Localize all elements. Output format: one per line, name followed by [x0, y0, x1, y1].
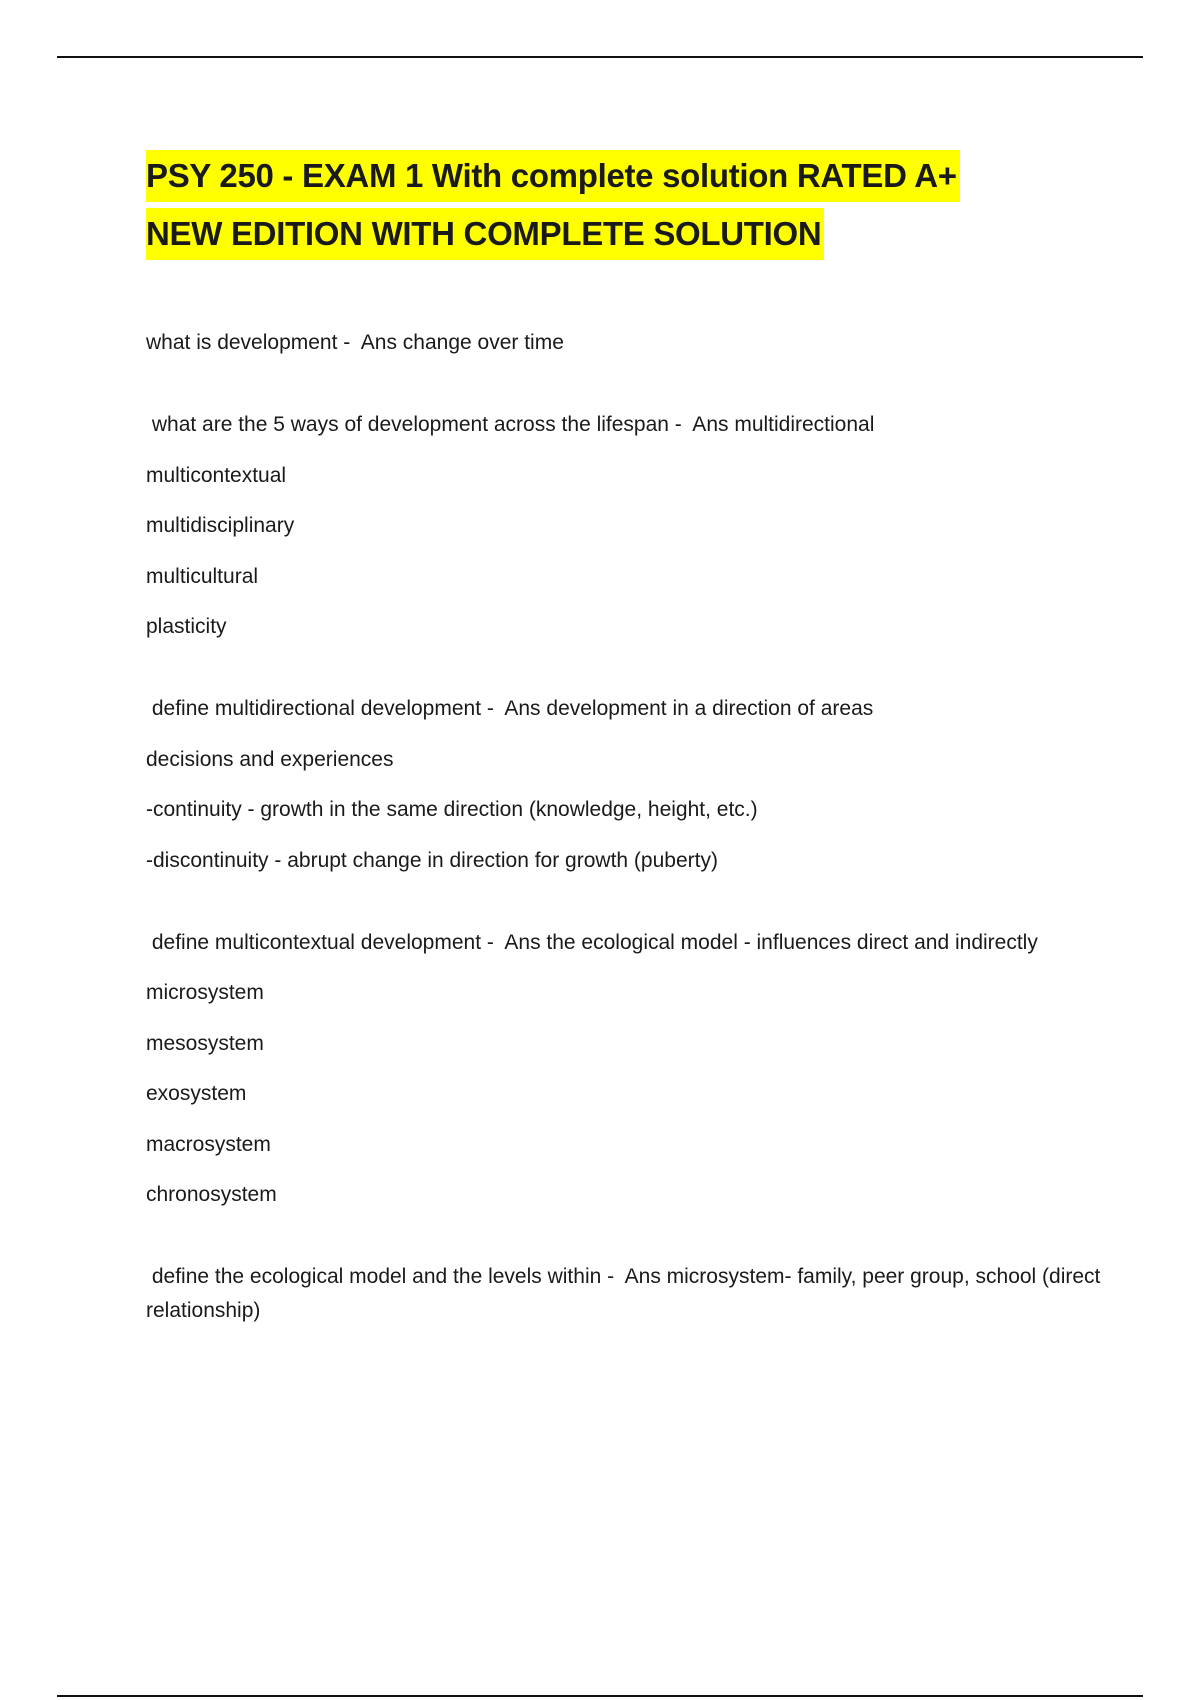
answer-line: chronosystem — [146, 1183, 277, 1206]
question-line: define the ecological model and the levels within - Ans microsystem- family, peer group, school (direct relationship) — [146, 1265, 1107, 1322]
question-line: define multidirectional development - Ans development in a direction of areas — [146, 697, 874, 720]
answer-line: multicontextual — [146, 463, 287, 487]
top-rule — [57, 56, 1143, 58]
question-line: what are the 5 ways of development across the lifespan - Ans multidirectional — [146, 413, 875, 436]
answer-line: multicultural — [146, 564, 259, 588]
qa-item-4 — [146, 926, 1106, 1213]
bottom-rule — [57, 1695, 1143, 1697]
document-body — [146, 148, 1106, 1328]
answer-line: mesosystem — [146, 1031, 264, 1055]
qa-item-1 — [146, 326, 1106, 360]
answer-line: plasticity — [146, 615, 227, 638]
document-title — [146, 148, 1106, 264]
answer-line: decisions and experiences — [146, 747, 394, 771]
answer-line: -continuity - growth in the same direction (knowledge, height, etc.) — [146, 798, 758, 821]
answer-line: microsystem — [146, 981, 264, 1004]
qa-item-5 — [146, 1260, 1106, 1328]
question-line: what is development - Ans change over time — [146, 331, 564, 354]
title-line-1: PSY 250 - EXAM 1 With complete solution RATED A+ — [146, 150, 960, 202]
answer-line: macrosystem — [146, 1132, 271, 1156]
answer-line: -discontinuity - abrupt change in direction for growth (puberty) — [146, 848, 718, 872]
answer-line: multidisciplinary — [146, 514, 295, 537]
qa-item-3 — [146, 692, 1106, 878]
title-line-2: NEW EDITION WITH COMPLETE SOLUTION — [146, 208, 824, 260]
answer-line: exosystem — [146, 1082, 247, 1105]
question-line: define multicontextual development - Ans the ecological model - influences direct and indirectly — [146, 930, 1038, 954]
qa-item-2 — [146, 408, 1106, 644]
